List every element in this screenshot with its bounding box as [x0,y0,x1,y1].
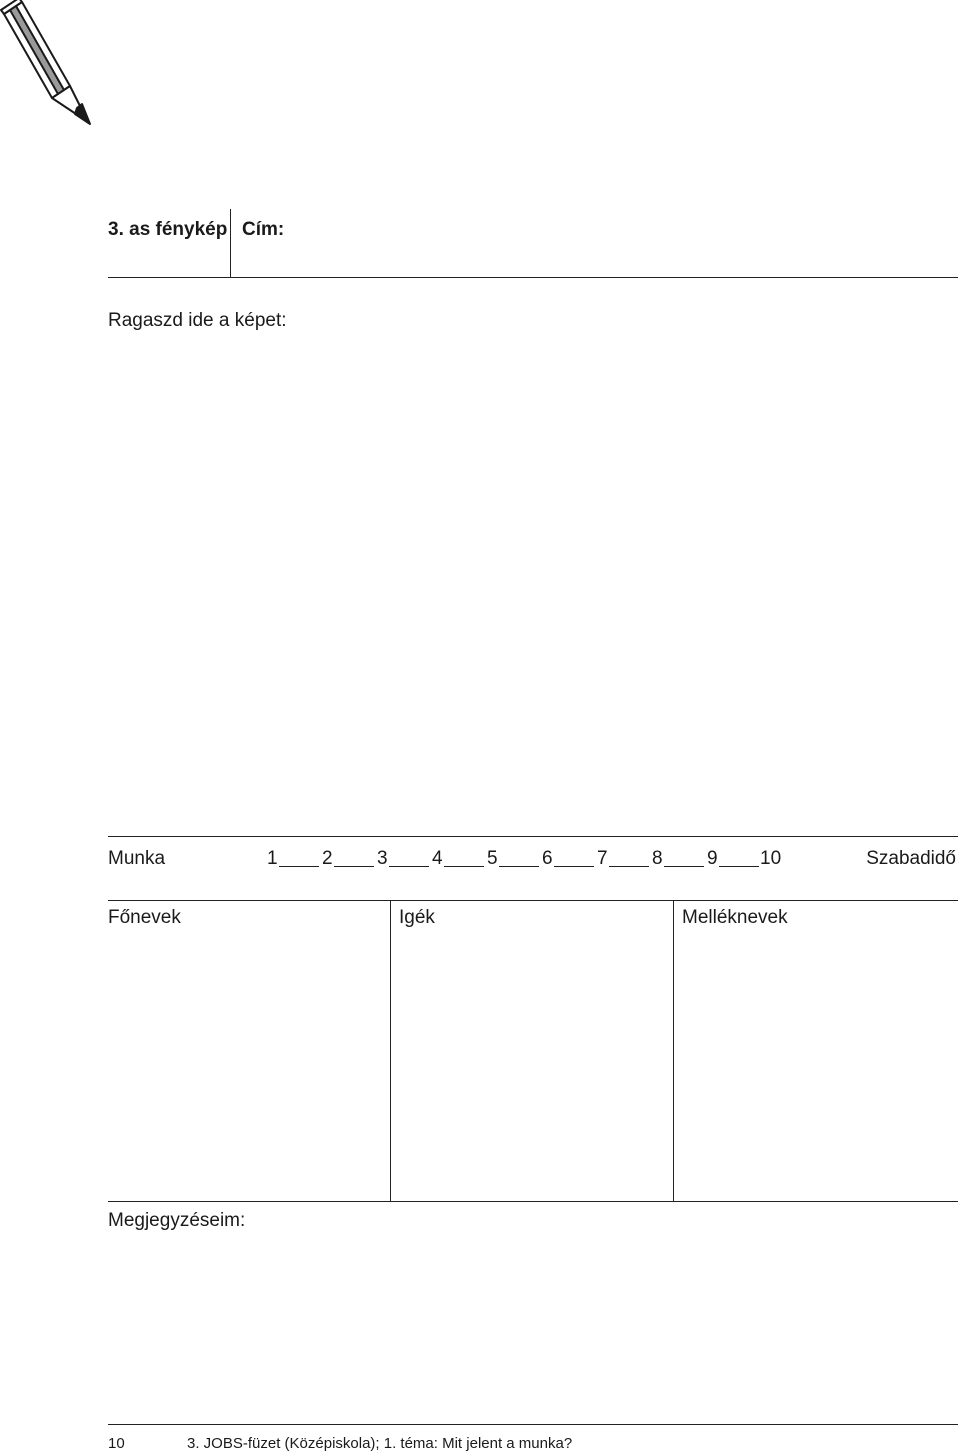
scale-right-label: Szabadidő [866,848,956,869]
scale-gap [554,866,594,867]
scale-point[interactable]: 7 [597,848,608,869]
adjectives-column-header: Melléknevek [682,907,788,928]
header-underline [108,277,958,278]
photo-drop-area [108,340,958,820]
page-number: 10 [108,1435,125,1452]
scale-gap [499,866,539,867]
scale-gap [279,866,319,867]
footer-text: 3. JOBS-füzet (Középiskola); 1. téma: Mit jelent a munka? [187,1435,573,1452]
title-label: Cím: [242,219,285,240]
scale-gap [444,866,484,867]
scale-gap [719,866,759,867]
scale-gap [664,866,704,867]
footer-rule [108,1424,958,1425]
scale-gap [389,866,429,867]
scale-point[interactable]: 5 [487,848,498,869]
header-divider [230,209,231,278]
nouns-column-header: Főnevek [108,907,181,928]
columns-top-rule [108,900,958,901]
scale-point[interactable]: 3 [377,848,388,869]
scale-point[interactable]: 9 [707,848,718,869]
scale-point[interactable]: 4 [432,848,443,869]
scale-point[interactable]: 2 [322,848,333,869]
scale-top-rule [108,836,958,837]
scale-point[interactable]: 8 [652,848,663,869]
scale-gap [334,866,374,867]
column-divider-2 [673,900,674,1202]
photo-instruction: Ragaszd ide a képet: [108,310,287,331]
scale-point[interactable]: 10 [760,848,782,869]
notes-label: Megjegyzéseim: [108,1210,246,1231]
scale-point[interactable]: 1 [267,848,278,869]
pencil-icon [0,0,96,130]
scale-gap [609,866,649,867]
scale-left-label: Munka [108,848,166,869]
columns-bottom-rule [108,1201,958,1202]
notes-area [108,1240,958,1415]
column-divider-1 [390,900,391,1202]
photo-number-label: 3. as fénykép [108,219,228,240]
scale-point[interactable]: 6 [542,848,553,869]
verbs-column-header: Igék [399,907,435,928]
work-leisure-scale [267,849,782,871]
